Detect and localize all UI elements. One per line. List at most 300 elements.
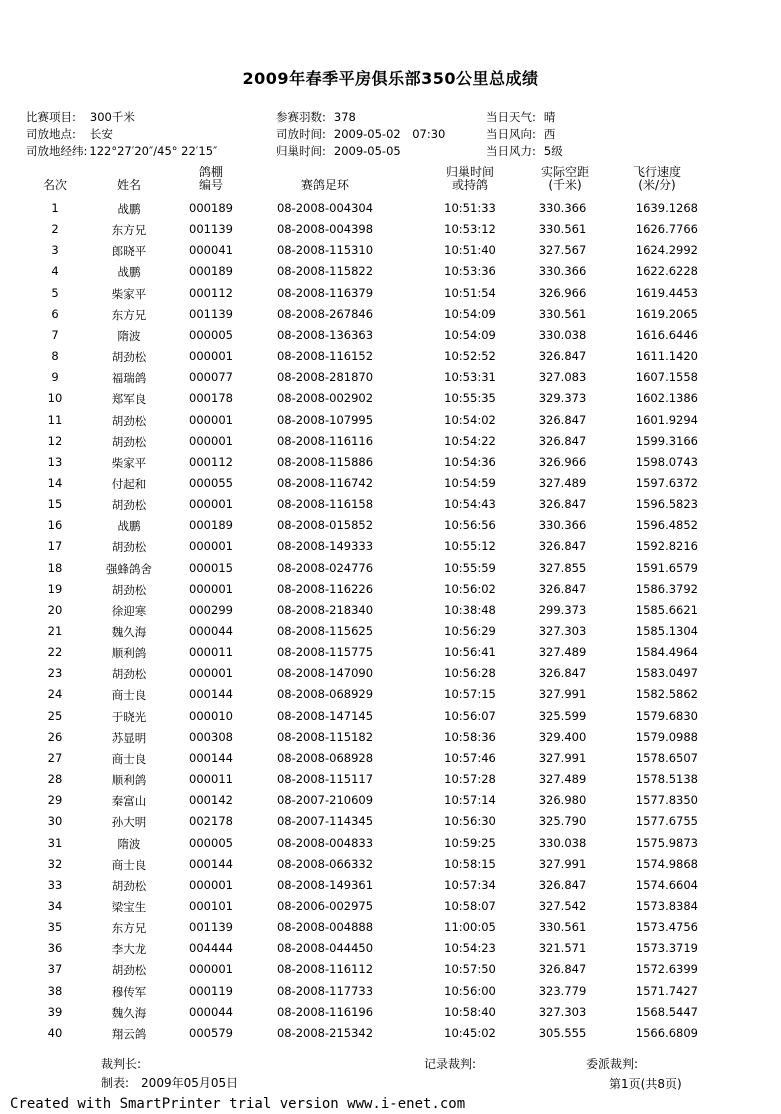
ring-number-cell: 08-2008-116158 bbox=[276, 497, 374, 512]
return-time-cell: 10:52:52 bbox=[444, 349, 496, 364]
weather-value: 晴 bbox=[543, 110, 556, 124]
table-row bbox=[0, 772, 781, 793]
shed-number-cell: 000001 bbox=[189, 349, 233, 364]
distance-cell: 330.561 bbox=[538, 222, 587, 237]
shed-number-cell: 000044 bbox=[189, 624, 233, 638]
shed-number-cell: 000015 bbox=[189, 560, 233, 575]
table-row bbox=[0, 413, 781, 434]
shed-number-cell: 000001 bbox=[189, 497, 233, 512]
table-row bbox=[0, 666, 781, 687]
rank-cell: 32 bbox=[47, 856, 63, 871]
speed-cell: 1579.0988 bbox=[635, 729, 698, 744]
release-place-value: 长安 bbox=[89, 127, 113, 141]
header-shed-line1: 鸽棚 bbox=[198, 165, 223, 179]
shed-number-cell: 000011 bbox=[189, 645, 233, 660]
name-cell: 东方兄 bbox=[111, 921, 147, 936]
speed-cell: 1578.6507 bbox=[635, 750, 698, 765]
name-cell: 郑军良 bbox=[111, 392, 147, 407]
header-ring: 赛鸽足环 bbox=[300, 178, 349, 192]
return-time-cell: 10:56:02 bbox=[444, 581, 496, 596]
ring-number-cell: 08-2008-068929 bbox=[276, 687, 374, 702]
name-cell: 柴家平 bbox=[111, 455, 147, 470]
table-row bbox=[0, 836, 781, 857]
speed-cell: 1596.4852 bbox=[635, 518, 698, 533]
table-row bbox=[0, 687, 781, 708]
shed-number-cell: 000001 bbox=[189, 962, 233, 977]
weather-label: 当日天气: bbox=[486, 110, 536, 124]
table-row bbox=[0, 962, 781, 983]
wind-force-info bbox=[486, 143, 563, 159]
shed-number-cell: 000144 bbox=[189, 687, 233, 702]
speed-cell: 1599.3166 bbox=[635, 433, 698, 448]
speed-cell: 1639.1268 bbox=[635, 201, 698, 215]
speed-cell: 1596.5823 bbox=[635, 497, 698, 512]
header-speed-line1: 飞行速度 bbox=[632, 165, 681, 179]
shed-number-cell: 000101 bbox=[189, 898, 233, 913]
name-cell: 顺利鸽 bbox=[111, 773, 147, 788]
ring-number-cell: 08-2008-116196 bbox=[276, 1004, 374, 1019]
speed-cell: 1601.9294 bbox=[635, 412, 698, 427]
name-cell: 胡劲松 bbox=[111, 434, 147, 449]
distance-cell: 327.303 bbox=[538, 624, 587, 638]
table-row bbox=[0, 857, 781, 878]
rank-cell: 8 bbox=[51, 349, 59, 364]
rank-cell: 6 bbox=[51, 306, 59, 321]
rank-cell: 29 bbox=[47, 793, 63, 808]
table-row bbox=[0, 984, 781, 1005]
speed-cell: 1571.7427 bbox=[635, 983, 698, 998]
return-time-cell: 10:53:36 bbox=[444, 264, 496, 279]
name-cell: 翔云鸽 bbox=[111, 1026, 147, 1041]
header-time-line1: 归巢时间 bbox=[445, 165, 494, 179]
shed-number-cell: 000044 bbox=[189, 1004, 233, 1019]
ring-number-cell: 08-2008-147090 bbox=[276, 666, 374, 681]
return-time-cell: 10:51:40 bbox=[444, 243, 496, 258]
return-time-label: 归巢时间: bbox=[276, 144, 326, 158]
table-row bbox=[0, 455, 781, 476]
speed-cell: 1585.1304 bbox=[635, 624, 698, 638]
ring-number-cell: 08-2008-136363 bbox=[276, 327, 374, 342]
wind-dir-value: 西 bbox=[543, 127, 556, 141]
table-row bbox=[0, 603, 781, 624]
ring-number-cell: 08-2007-210609 bbox=[276, 793, 374, 808]
table-row bbox=[0, 243, 781, 264]
distance-cell: 323.779 bbox=[538, 983, 587, 998]
return-time-cell: 11:00:05 bbox=[444, 920, 496, 935]
table-row bbox=[0, 497, 781, 518]
distance-cell: 330.038 bbox=[538, 835, 587, 850]
speed-cell: 1622.6228 bbox=[635, 264, 698, 279]
ring-number-cell: 08-2008-107995 bbox=[276, 412, 374, 427]
ring-number-cell: 08-2008-004833 bbox=[276, 835, 374, 850]
page-indicator: 第1页(共8页) bbox=[609, 1077, 682, 1091]
rank-cell: 24 bbox=[47, 687, 63, 702]
rank-cell: 37 bbox=[47, 962, 63, 977]
return-time-cell: 10:55:35 bbox=[444, 391, 496, 406]
table-row bbox=[0, 645, 781, 666]
race-item-label: 比赛项目: bbox=[26, 110, 76, 124]
header-distance-line2: (千米) bbox=[548, 178, 582, 192]
speed-cell: 1586.3792 bbox=[635, 581, 698, 596]
header-rank: 名次 bbox=[42, 178, 67, 192]
rank-cell: 28 bbox=[47, 772, 63, 787]
release-coord-label: 司放地经纬: bbox=[26, 144, 88, 158]
shed-number-cell: 001139 bbox=[189, 306, 233, 321]
return-time-cell: 10:57:46 bbox=[444, 750, 496, 765]
ring-number-cell: 08-2008-068928 bbox=[276, 750, 374, 765]
shed-number-cell: 000189 bbox=[189, 264, 233, 279]
distance-cell: 325.790 bbox=[538, 814, 587, 829]
return-time-cell: 10:54:22 bbox=[444, 433, 496, 448]
speed-cell: 1583.0497 bbox=[635, 666, 698, 681]
rank-cell: 16 bbox=[47, 518, 63, 533]
ring-number-cell: 08-2008-115117 bbox=[276, 772, 374, 787]
name-cell: 胡劲松 bbox=[111, 413, 147, 428]
return-time-cell: 10:57:15 bbox=[444, 687, 496, 702]
release-coord-info bbox=[26, 143, 217, 159]
return-time-cell: 10:54:09 bbox=[444, 327, 496, 342]
ring-number-cell: 08-2008-004398 bbox=[276, 222, 374, 237]
release-place-label: 司放地点: bbox=[26, 127, 76, 141]
release-place-info bbox=[26, 126, 113, 142]
rank-cell: 40 bbox=[47, 1025, 63, 1040]
shed-number-cell: 000001 bbox=[189, 877, 233, 892]
name-cell: 东方兄 bbox=[111, 307, 147, 322]
speed-cell: 1585.6621 bbox=[635, 602, 698, 617]
return-time-cell: 10:56:07 bbox=[444, 708, 496, 723]
ring-number-cell: 08-2008-115822 bbox=[276, 264, 374, 279]
shed-number-cell: 002178 bbox=[189, 814, 233, 829]
return-time-cell: 10:56:28 bbox=[444, 666, 496, 681]
name-cell: 胡劲松 bbox=[111, 540, 147, 555]
table-row bbox=[0, 307, 781, 328]
table-row bbox=[0, 328, 781, 349]
race-item-value: 300千米 bbox=[89, 110, 135, 124]
distance-cell: 327.489 bbox=[538, 475, 587, 490]
distance-cell: 327.542 bbox=[538, 898, 587, 913]
name-cell: 隋波 bbox=[117, 328, 141, 343]
birds-label: 参赛羽数: bbox=[276, 110, 326, 124]
name-cell: 柴家平 bbox=[111, 286, 147, 301]
rank-cell: 33 bbox=[47, 877, 63, 892]
speed-cell: 1584.4964 bbox=[635, 645, 698, 660]
release-time-info bbox=[276, 126, 445, 142]
return-time-cell: 10:51:54 bbox=[444, 285, 496, 300]
ring-number-cell: 08-2008-149361 bbox=[276, 877, 374, 892]
name-cell: 郎晓平 bbox=[111, 244, 147, 259]
return-time-cell: 10:54:59 bbox=[444, 475, 496, 490]
name-cell: 战鹏 bbox=[117, 265, 141, 280]
ring-number-cell: 08-2008-116742 bbox=[276, 475, 374, 490]
distance-cell: 330.366 bbox=[538, 201, 587, 215]
header-time-line2: 或持鸽 bbox=[451, 178, 488, 192]
return-time-cell: 10:54:09 bbox=[444, 306, 496, 321]
return-time-cell: 10:56:56 bbox=[444, 518, 496, 533]
trial-watermark: Created with SmartPrinter trial version www.i-enet.com bbox=[10, 1096, 466, 1112]
ring-number-cell: 08-2008-004888 bbox=[276, 920, 374, 935]
rank-cell: 7 bbox=[51, 327, 59, 342]
page-title: 2009年春季平房俱乐部350公里总成绩 bbox=[242, 69, 539, 88]
shed-number-cell: 001139 bbox=[189, 222, 233, 237]
distance-cell: 326.847 bbox=[538, 433, 587, 448]
header-speed bbox=[612, 166, 702, 192]
ring-number-cell: 08-2008-024776 bbox=[276, 560, 374, 575]
return-time-cell: 10:58:07 bbox=[444, 898, 496, 913]
name-cell: 战鹏 bbox=[117, 202, 141, 216]
speed-cell: 1574.9868 bbox=[635, 856, 698, 871]
rank-cell: 18 bbox=[47, 560, 63, 575]
shed-number-cell: 000001 bbox=[189, 539, 233, 554]
wind-force-value: 5级 bbox=[543, 144, 563, 158]
rank-cell: 17 bbox=[47, 539, 63, 554]
table-row bbox=[0, 624, 781, 645]
table-row bbox=[0, 286, 781, 307]
name-cell: 胡劲松 bbox=[111, 350, 147, 365]
speed-cell: 1592.8216 bbox=[635, 539, 698, 554]
delegate-referee-label: 委派裁判: bbox=[586, 1057, 639, 1071]
return-time-cell: 10:54:43 bbox=[444, 497, 496, 512]
name-cell: 福瑞鸽 bbox=[111, 371, 147, 386]
rank-cell: 39 bbox=[47, 1004, 63, 1019]
return-time-cell: 10:59:25 bbox=[444, 835, 496, 850]
name-cell: 胡劲松 bbox=[111, 963, 147, 978]
rank-cell: 4 bbox=[51, 264, 59, 279]
birds-info bbox=[276, 109, 356, 125]
distance-cell: 327.991 bbox=[538, 687, 587, 702]
rank-cell: 15 bbox=[47, 497, 63, 512]
name-cell: 李大龙 bbox=[111, 942, 147, 957]
ring-number-cell: 08-2008-115182 bbox=[276, 729, 374, 744]
speed-cell: 1577.8350 bbox=[635, 793, 698, 808]
rank-cell: 34 bbox=[47, 898, 63, 913]
distance-cell: 326.847 bbox=[538, 349, 587, 364]
name-cell: 胡劲松 bbox=[111, 498, 147, 513]
name-cell: 魏久海 bbox=[111, 1005, 147, 1020]
speed-cell: 1626.7766 bbox=[635, 222, 698, 237]
shed-number-cell: 000142 bbox=[189, 793, 233, 808]
shed-number-cell: 001139 bbox=[189, 920, 233, 935]
referee-label: 裁判长: bbox=[101, 1057, 142, 1071]
speed-cell: 1566.6809 bbox=[635, 1025, 698, 1040]
ring-number-cell: 08-2008-115310 bbox=[276, 243, 374, 258]
return-time-cell: 10:38:48 bbox=[444, 602, 496, 617]
table-row bbox=[0, 476, 781, 497]
return-time-cell: 10:53:12 bbox=[444, 222, 496, 237]
name-cell: 强蜂鸽舍 bbox=[106, 561, 152, 576]
shed-number-cell: 000011 bbox=[189, 772, 233, 787]
shed-number-cell: 000005 bbox=[189, 835, 233, 850]
ring-number-cell: 08-2008-044450 bbox=[276, 941, 374, 956]
distance-cell: 330.561 bbox=[538, 920, 587, 935]
name-cell: 战鹏 bbox=[117, 519, 141, 534]
rank-cell: 31 bbox=[47, 835, 63, 850]
table-row bbox=[0, 582, 781, 603]
rank-cell: 13 bbox=[47, 454, 63, 469]
rank-cell: 3 bbox=[51, 243, 59, 258]
distance-cell: 327.855 bbox=[538, 560, 587, 575]
name-cell: 苏显明 bbox=[111, 730, 147, 745]
rank-cell: 25 bbox=[47, 708, 63, 723]
name-cell: 顺利鸽 bbox=[111, 646, 147, 661]
return-time-value: 2009-05-05 bbox=[333, 144, 401, 158]
table-row bbox=[0, 349, 781, 370]
ring-number-cell: 08-2008-116116 bbox=[276, 433, 374, 448]
speed-cell: 1597.6372 bbox=[635, 475, 698, 490]
name-cell: 于晓光 bbox=[111, 709, 147, 724]
shed-number-cell: 000308 bbox=[189, 729, 233, 744]
ring-number-cell: 08-2008-149333 bbox=[276, 539, 374, 554]
table-row bbox=[0, 370, 781, 391]
release-time-label: 司放时间: bbox=[276, 127, 326, 141]
table-row bbox=[0, 709, 781, 730]
rank-cell: 35 bbox=[47, 920, 63, 935]
name-cell: 穆传军 bbox=[111, 984, 147, 999]
distance-cell: 330.366 bbox=[538, 264, 587, 279]
speed-cell: 1573.3719 bbox=[635, 941, 698, 956]
table-row bbox=[0, 434, 781, 455]
ring-number-cell: 08-2008-015852 bbox=[276, 518, 374, 533]
shed-number-cell: 000144 bbox=[189, 750, 233, 765]
name-cell: 东方兄 bbox=[111, 223, 147, 238]
rank-cell: 11 bbox=[47, 412, 63, 427]
distance-cell: 326.847 bbox=[538, 962, 587, 977]
distance-cell: 326.847 bbox=[538, 412, 587, 427]
header-shed-line2: 编号 bbox=[198, 178, 223, 192]
name-cell: 孙大明 bbox=[111, 815, 147, 830]
speed-cell: 1598.0743 bbox=[635, 454, 698, 469]
release-coord-value: 122°27′20″/45° 22′15″ bbox=[89, 144, 218, 158]
return-time-cell: 10:53:31 bbox=[444, 370, 496, 385]
ring-number-cell: 08-2008-218340 bbox=[276, 602, 374, 617]
distance-cell: 299.373 bbox=[538, 602, 587, 617]
distance-cell: 326.966 bbox=[538, 285, 587, 300]
name-cell: 商士良 bbox=[111, 857, 147, 872]
wind-dir-label: 当日风向: bbox=[486, 127, 536, 141]
name-cell: 徐迎寒 bbox=[111, 603, 147, 618]
distance-cell: 327.489 bbox=[538, 772, 587, 787]
speed-cell: 1578.5138 bbox=[635, 772, 698, 787]
return-time-cell: 10:54:23 bbox=[444, 941, 496, 956]
speed-cell: 1577.6755 bbox=[635, 814, 698, 829]
ring-number-cell: 08-2008-066332 bbox=[276, 856, 374, 871]
table-row bbox=[0, 793, 781, 814]
shed-number-cell: 000077 bbox=[189, 370, 233, 385]
return-time-cell: 10:57:34 bbox=[444, 877, 496, 892]
name-cell: 胡劲松 bbox=[111, 582, 147, 597]
header-speed-line2: (米/分) bbox=[638, 178, 676, 192]
distance-cell: 330.366 bbox=[538, 518, 587, 533]
ring-number-cell: 08-2006-002975 bbox=[276, 898, 374, 913]
distance-cell: 329.400 bbox=[538, 729, 587, 744]
rank-cell: 23 bbox=[47, 666, 63, 681]
return-time-cell: 10:58:15 bbox=[444, 856, 496, 871]
speed-cell: 1568.5447 bbox=[635, 1004, 698, 1019]
name-cell: 商士良 bbox=[111, 688, 147, 703]
ring-number-cell: 08-2008-147145 bbox=[276, 708, 374, 723]
distance-cell: 329.373 bbox=[538, 391, 587, 406]
return-time-cell: 10:56:29 bbox=[444, 624, 496, 638]
shed-number-cell: 000189 bbox=[189, 518, 233, 533]
speed-cell: 1619.4453 bbox=[635, 285, 698, 300]
header-time bbox=[425, 166, 515, 192]
table-row bbox=[0, 391, 781, 412]
ring-number-cell: 08-2008-281870 bbox=[276, 370, 374, 385]
table-row bbox=[0, 539, 781, 560]
speed-cell: 1616.6446 bbox=[635, 327, 698, 342]
rank-cell: 30 bbox=[47, 814, 63, 829]
shed-number-cell: 000189 bbox=[189, 201, 233, 215]
name-cell: 隋波 bbox=[117, 836, 141, 851]
shed-number-cell: 000041 bbox=[189, 243, 233, 258]
return-time-cell: 10:57:28 bbox=[444, 772, 496, 787]
header-distance bbox=[520, 166, 610, 192]
table-row bbox=[0, 222, 781, 243]
return-time-cell: 10:55:12 bbox=[444, 539, 496, 554]
table-row bbox=[0, 561, 781, 582]
distance-cell: 305.555 bbox=[538, 1025, 587, 1040]
return-time-cell: 10:56:30 bbox=[444, 814, 496, 829]
name-cell: 梁宝生 bbox=[111, 899, 147, 914]
distance-cell: 326.847 bbox=[538, 497, 587, 512]
speed-cell: 1611.1420 bbox=[635, 349, 698, 364]
return-time-cell: 10:54:36 bbox=[444, 454, 496, 469]
return-time-cell: 10:45:02 bbox=[444, 1025, 496, 1040]
table-row bbox=[0, 1005, 781, 1026]
return-time-cell: 10:58:36 bbox=[444, 729, 496, 744]
release-time-value: 2009-05-02 07:30 bbox=[333, 127, 446, 141]
ring-number-cell: 08-2008-004304 bbox=[276, 201, 374, 215]
distance-cell: 330.561 bbox=[538, 306, 587, 321]
speed-cell: 1624.2992 bbox=[635, 243, 698, 258]
shed-number-cell: 000144 bbox=[189, 856, 233, 871]
table-row bbox=[0, 518, 781, 539]
distance-cell: 325.599 bbox=[538, 708, 587, 723]
rank-cell: 20 bbox=[47, 602, 63, 617]
ring-number-cell: 08-2008-115886 bbox=[276, 454, 374, 469]
record-referee-label: 记录裁判: bbox=[424, 1057, 477, 1071]
return-time-cell: 10:55:59 bbox=[444, 560, 496, 575]
return-time-cell: 10:58:40 bbox=[444, 1004, 496, 1019]
rank-cell: 22 bbox=[47, 645, 63, 660]
distance-cell: 327.991 bbox=[538, 856, 587, 871]
birds-value: 378 bbox=[333, 110, 356, 124]
speed-cell: 1575.9873 bbox=[635, 835, 698, 850]
rank-cell: 14 bbox=[47, 475, 63, 490]
return-time-cell: 10:57:14 bbox=[444, 793, 496, 808]
distance-cell: 327.991 bbox=[538, 750, 587, 765]
distance-cell: 326.966 bbox=[538, 454, 587, 469]
table-row bbox=[0, 264, 781, 285]
speed-cell: 1579.6830 bbox=[635, 708, 698, 723]
maker-date: 制表: 2009年05月05日 bbox=[101, 1076, 239, 1090]
speed-cell: 1607.1558 bbox=[635, 370, 698, 385]
shed-number-cell: 000001 bbox=[189, 412, 233, 427]
name-cell: 秦富山 bbox=[111, 794, 147, 809]
table-row bbox=[0, 814, 781, 835]
rank-cell: 1 bbox=[51, 201, 59, 215]
distance-cell: 326.847 bbox=[538, 877, 587, 892]
rank-cell: 19 bbox=[47, 581, 63, 596]
header-distance-line1: 实际空距 bbox=[540, 165, 589, 179]
race-item-info bbox=[26, 109, 135, 125]
name-cell: 付起和 bbox=[111, 476, 147, 491]
ring-number-cell: 08-2008-116112 bbox=[276, 962, 374, 977]
name-cell: 胡劲松 bbox=[111, 878, 147, 893]
ring-number-cell: 08-2008-116152 bbox=[276, 349, 374, 364]
table-row bbox=[0, 1026, 781, 1047]
table-row bbox=[0, 941, 781, 962]
table-row bbox=[0, 920, 781, 941]
